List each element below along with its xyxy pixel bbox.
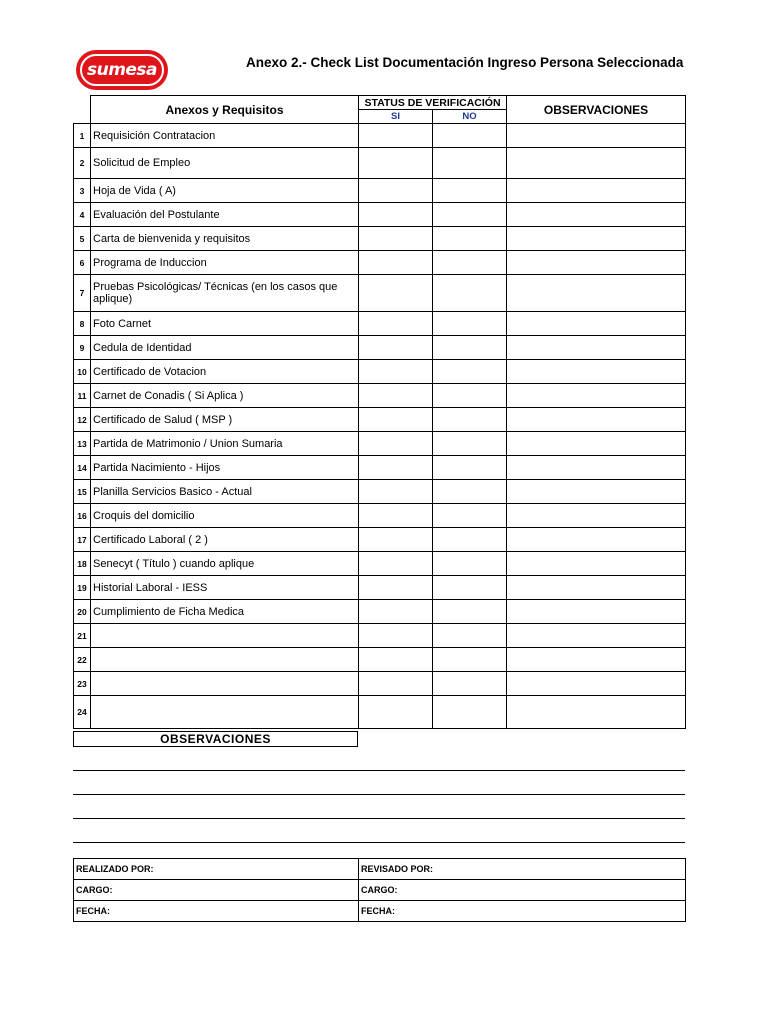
observation-cell[interactable] (507, 360, 686, 384)
no-cell[interactable] (433, 408, 507, 432)
row-number: 11 (74, 384, 91, 408)
observation-line[interactable] (73, 794, 685, 795)
table-row (74, 384, 686, 408)
header-no: NO (433, 110, 507, 124)
row-number: 14 (74, 456, 91, 480)
signature-table (73, 858, 686, 922)
row-number: 12 (74, 408, 91, 432)
requirement-label (91, 624, 359, 648)
requirement-label: Carnet de Conadis ( Si Aplica ) (91, 384, 359, 408)
no-cell[interactable] (433, 203, 507, 227)
si-cell[interactable] (359, 275, 433, 312)
table-row (74, 672, 686, 696)
observation-line[interactable] (73, 770, 685, 771)
si-cell[interactable] (359, 480, 433, 504)
no-cell[interactable] (433, 672, 507, 696)
row-number: 18 (74, 552, 91, 576)
row-number: 5 (74, 227, 91, 251)
requirement-label: Requisición Contratacion (91, 124, 359, 148)
requirement-label: Certificado de Salud ( MSP ) (91, 408, 359, 432)
observation-cell[interactable] (507, 251, 686, 275)
row-number: 6 (74, 251, 91, 275)
table-row (74, 312, 686, 336)
observation-cell[interactable] (507, 124, 686, 148)
no-cell[interactable] (433, 251, 507, 275)
si-cell[interactable] (359, 456, 433, 480)
header-si: SI (359, 110, 433, 124)
requirement-label: Pruebas Psicológicas/ Técnicas (en los casos que aplique) (91, 275, 359, 312)
logo-text: sumesa (80, 54, 164, 86)
table-row (74, 504, 686, 528)
observation-cell[interactable] (507, 336, 686, 360)
requirement-label: Foto Carnet (91, 312, 359, 336)
observation-cell[interactable] (507, 600, 686, 624)
no-cell[interactable] (433, 504, 507, 528)
header-observaciones: OBSERVACIONES (507, 96, 686, 124)
fecha-field-left[interactable]: FECHA: (74, 901, 359, 922)
observation-cell[interactable] (507, 227, 686, 251)
row-number: 2 (74, 148, 91, 179)
requirement-label (91, 696, 359, 729)
requirement-label: Partida de Matrimonio / Union Sumaria (91, 432, 359, 456)
observation-cell[interactable] (507, 456, 686, 480)
no-cell[interactable] (433, 456, 507, 480)
observation-cell[interactable] (507, 148, 686, 179)
requirement-label: Planilla Servicios Basico - Actual (91, 480, 359, 504)
row-number: 19 (74, 576, 91, 600)
table-row (74, 124, 686, 148)
table-row (74, 251, 686, 275)
table-row (74, 336, 686, 360)
si-cell[interactable] (359, 203, 433, 227)
no-cell[interactable] (433, 432, 507, 456)
observation-cell[interactable] (507, 275, 686, 312)
table-row (74, 600, 686, 624)
table-row (74, 148, 686, 179)
no-cell[interactable] (433, 624, 507, 648)
sumesa-logo (76, 50, 168, 90)
no-cell[interactable] (433, 148, 507, 179)
row-number: 9 (74, 336, 91, 360)
no-cell[interactable] (433, 384, 507, 408)
observation-cell[interactable] (507, 696, 686, 729)
si-cell[interactable] (359, 360, 433, 384)
si-cell[interactable] (359, 648, 433, 672)
requirement-label: Certificado Laboral ( 2 ) (91, 528, 359, 552)
table-row (74, 528, 686, 552)
requirement-label: Certificado de Votacion (91, 360, 359, 384)
si-cell[interactable] (359, 552, 433, 576)
requirement-label: Carta de bienvenida y requisitos (91, 227, 359, 251)
si-cell[interactable] (359, 124, 433, 148)
no-cell[interactable] (433, 576, 507, 600)
no-cell[interactable] (433, 648, 507, 672)
page-title: Anexo 2.- Check List Documentación Ingreso Persona Seleccionada (246, 55, 684, 70)
requirement-label: Historial Laboral - IESS (91, 576, 359, 600)
observation-cell[interactable] (507, 672, 686, 696)
row-number: 10 (74, 360, 91, 384)
no-cell[interactable] (433, 275, 507, 312)
observation-cell[interactable] (507, 552, 686, 576)
row-number: 8 (74, 312, 91, 336)
no-cell[interactable] (433, 552, 507, 576)
no-cell[interactable] (433, 312, 507, 336)
requirement-label: Solicitud de Empleo (91, 148, 359, 179)
row-number: 16 (74, 504, 91, 528)
row-number: 3 (74, 179, 91, 203)
table-row (74, 576, 686, 600)
row-number: 7 (74, 275, 91, 312)
header-blank (74, 96, 91, 124)
no-cell[interactable] (433, 600, 507, 624)
table-row (74, 552, 686, 576)
si-cell[interactable] (359, 624, 433, 648)
table-row (74, 624, 686, 648)
cargo-field-right[interactable]: CARGO: (359, 880, 686, 901)
si-cell[interactable] (359, 312, 433, 336)
no-cell[interactable] (433, 528, 507, 552)
revisado-por-field[interactable]: REVISADO POR: (359, 859, 686, 880)
no-cell[interactable] (433, 336, 507, 360)
realizado-por-field[interactable]: REALIZADO POR: (74, 859, 359, 880)
cargo-field-left[interactable]: CARGO: (74, 880, 359, 901)
observation-cell[interactable] (507, 528, 686, 552)
requirement-label: Programa de Induccion (91, 251, 359, 275)
row-number: 22 (74, 648, 91, 672)
header-status: STATUS DE VERIFICACIÓN (359, 96, 507, 110)
observation-cell[interactable] (507, 432, 686, 456)
table-row (74, 275, 686, 312)
requirement-label: Croquis del domicilio (91, 504, 359, 528)
observation-cell[interactable] (507, 179, 686, 203)
table-row (74, 227, 686, 251)
observation-cell[interactable] (507, 384, 686, 408)
header-anexos: Anexos y Requisitos (91, 96, 359, 124)
observation-cell[interactable] (507, 203, 686, 227)
si-cell[interactable] (359, 336, 433, 360)
table-row (74, 648, 686, 672)
si-cell[interactable] (359, 672, 433, 696)
observation-cell[interactable] (507, 480, 686, 504)
row-number: 1 (74, 124, 91, 148)
si-cell[interactable] (359, 408, 433, 432)
observation-line[interactable] (73, 842, 685, 843)
table-row (74, 203, 686, 227)
requirement-label: Partida Nacimiento - Hijos (91, 456, 359, 480)
table-row (74, 456, 686, 480)
si-cell[interactable] (359, 696, 433, 729)
row-number: 17 (74, 528, 91, 552)
si-cell[interactable] (359, 179, 433, 203)
si-cell[interactable] (359, 384, 433, 408)
row-number: 24 (74, 696, 91, 729)
row-number: 20 (74, 600, 91, 624)
table-row (74, 432, 686, 456)
row-number: 13 (74, 432, 91, 456)
requirement-label: Cumplimiento de Ficha Medica (91, 600, 359, 624)
no-cell[interactable] (433, 480, 507, 504)
requirement-label: Hoja de Vida ( A) (91, 179, 359, 203)
no-cell[interactable] (433, 227, 507, 251)
observation-line[interactable] (73, 818, 685, 819)
no-cell[interactable] (433, 696, 507, 729)
si-cell[interactable] (359, 432, 433, 456)
table-row (74, 408, 686, 432)
table-row (74, 480, 686, 504)
no-cell[interactable] (433, 179, 507, 203)
checklist-table (73, 95, 686, 729)
observaciones-label: OBSERVACIONES (73, 731, 358, 747)
no-cell[interactable] (433, 360, 507, 384)
observation-cell[interactable] (507, 408, 686, 432)
row-number: 15 (74, 480, 91, 504)
row-number: 21 (74, 624, 91, 648)
table-row (74, 360, 686, 384)
requirement-label: Cedula de Identidad (91, 336, 359, 360)
requirement-label: Senecyt ( Título ) cuando aplique (91, 552, 359, 576)
si-cell[interactable] (359, 227, 433, 251)
requirement-label (91, 648, 359, 672)
si-cell[interactable] (359, 504, 433, 528)
observation-cell[interactable] (507, 576, 686, 600)
row-number: 23 (74, 672, 91, 696)
si-cell[interactable] (359, 251, 433, 275)
si-cell[interactable] (359, 600, 433, 624)
fecha-field-right[interactable]: FECHA: (359, 901, 686, 922)
observation-cell[interactable] (507, 624, 686, 648)
observation-cell[interactable] (507, 648, 686, 672)
si-cell[interactable] (359, 148, 433, 179)
si-cell[interactable] (359, 528, 433, 552)
table-row (74, 696, 686, 729)
row-number: 4 (74, 203, 91, 227)
requirement-label (91, 672, 359, 696)
si-cell[interactable] (359, 576, 433, 600)
table-row (74, 179, 686, 203)
observation-cell[interactable] (507, 312, 686, 336)
observation-cell[interactable] (507, 504, 686, 528)
requirement-label: Evaluación del Postulante (91, 203, 359, 227)
no-cell[interactable] (433, 124, 507, 148)
